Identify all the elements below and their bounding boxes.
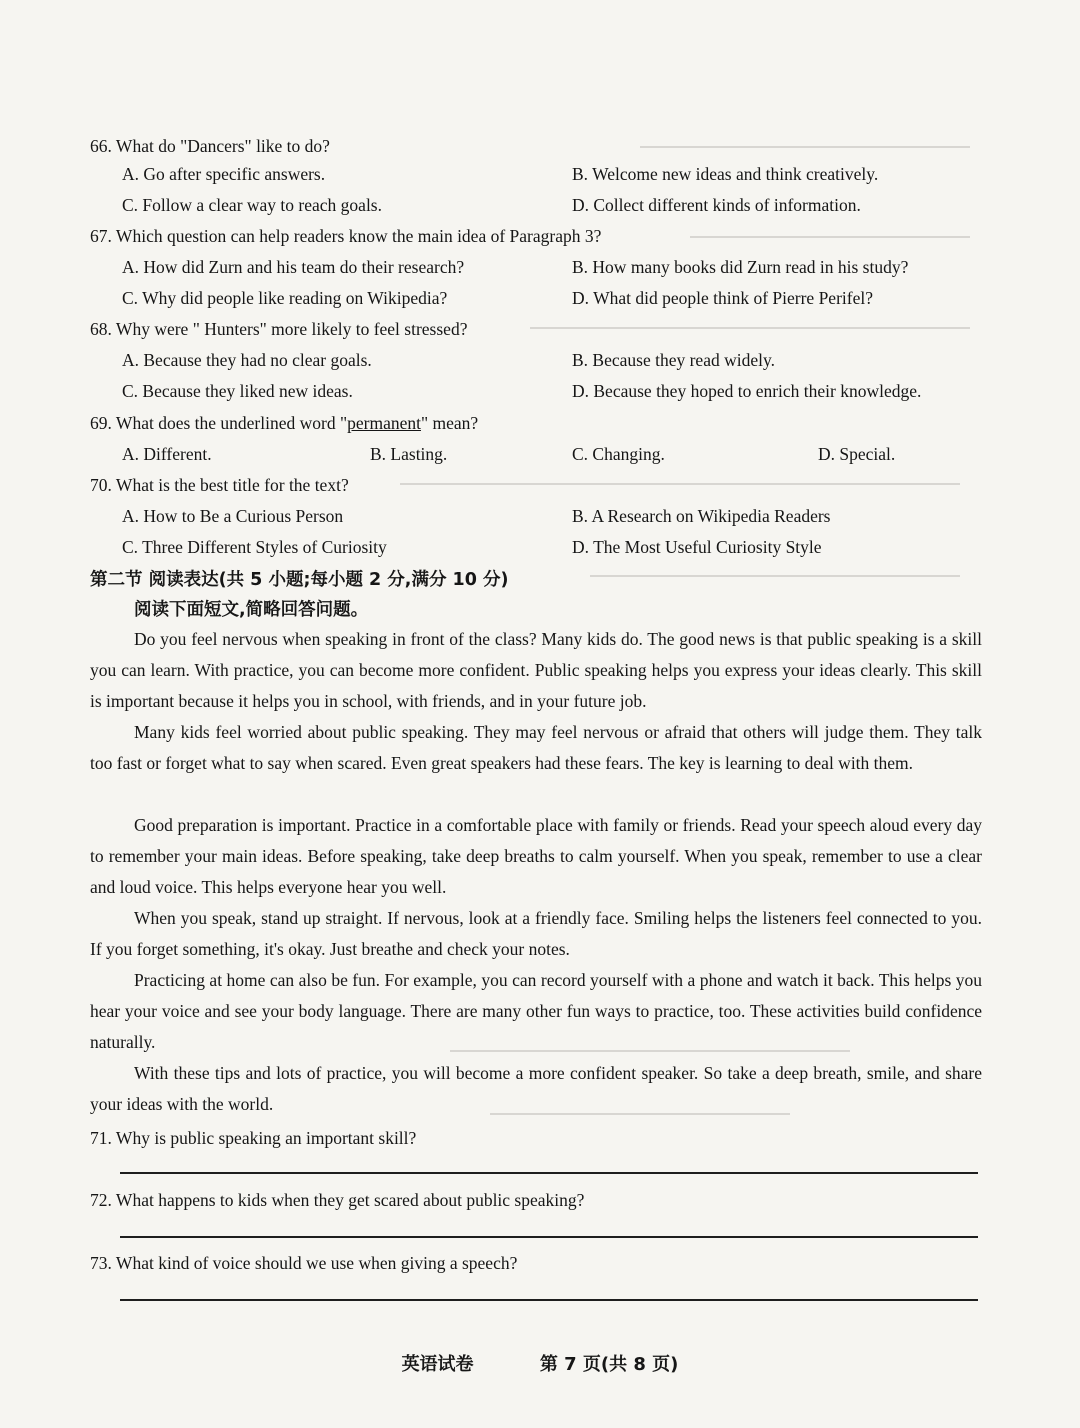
passage-paragraph-5: Practicing at home can also be fun. For example, you can record yourself with a phone and watch it back. This helps you hear your voice and see your body language. There are many other fun ways to practice, too. These activities build confidence naturally. bbox=[90, 970, 982, 1052]
question-70-stem: 70. What is the best title for the text? bbox=[90, 475, 349, 495]
scan-noise bbox=[690, 236, 970, 238]
question-68-option-a[interactable]: A. Because they had no clear goals. bbox=[122, 350, 372, 370]
question-66-option-d[interactable]: D. Collect different kinds of information. bbox=[572, 195, 861, 215]
question-73: 73. What kind of voice should we use when giving a speech? bbox=[90, 1253, 518, 1273]
scan-noise bbox=[590, 575, 960, 577]
scan-noise bbox=[490, 1113, 790, 1115]
question-67-stem: 67. Which question can help readers know the main idea of Paragraph 3? bbox=[90, 226, 602, 246]
question-72: 72. What happens to kids when they get scared about public speaking? bbox=[90, 1190, 585, 1210]
passage-paragraph-2: Many kids feel worried about public speaking. They may feel nervous or afraid that others will judge them. They talk too fast or forget what to say when scared. Even great speakers had these fears. The key is learning to deal with them. bbox=[90, 722, 982, 773]
passage-paragraph-1: Do you feel nervous when speaking in front of the class? Many kids do. The good news is that public speaking is a skill you can learn. With practice, you can become more confident. Public speaking helps you express your ideas clearly. This skill is important because it helps you in school, with friends, and in your future job. bbox=[90, 629, 982, 711]
question-69-option-a[interactable]: A. Different. bbox=[122, 444, 212, 464]
passage-paragraph-6: With these tips and lots of practice, you will become a more confident speaker. So take a deep breath, smile, and share your ideas with the world. bbox=[90, 1063, 982, 1114]
question-67-option-a[interactable]: A. How did Zurn and his team do their research? bbox=[122, 257, 465, 277]
scan-noise bbox=[450, 1050, 850, 1052]
question-69-stem: 69. What does the underlined word "permanent" mean? bbox=[90, 413, 479, 433]
question-68-option-d[interactable]: D. Because they hoped to enrich their knowledge. bbox=[572, 381, 922, 401]
question-66-option-c[interactable]: C. Follow a clear way to reach goals. bbox=[122, 195, 382, 215]
question-68-option-c[interactable]: C. Because they liked new ideas. bbox=[122, 381, 353, 401]
question-69-option-c[interactable]: C. Changing. bbox=[572, 444, 665, 464]
scan-noise bbox=[640, 146, 970, 148]
passage-paragraph-4: When you speak, stand up straight. If nervous, look at a friendly face. Smiling helps the listeners feel connected to you. If you forget something, it's okay. Just breathe and check your notes. bbox=[90, 908, 982, 959]
scan-noise bbox=[400, 483, 960, 485]
question-66-option-a[interactable]: A. Go after specific answers. bbox=[122, 164, 326, 184]
question-69-option-d[interactable]: D. Special. bbox=[818, 444, 896, 464]
question-68-stem: 68. Why were " Hunters" more likely to feel stressed? bbox=[90, 319, 468, 339]
question-70-option-d[interactable]: D. The Most Useful Curiosity Style bbox=[572, 537, 822, 557]
page-footer bbox=[0, 1350, 1080, 1376]
question-70-option-b[interactable]: B. A Research on Wikipedia Readers bbox=[572, 506, 831, 526]
question-67-option-b[interactable]: B. How many books did Zurn read in his study? bbox=[572, 257, 909, 277]
question-67-option-c[interactable]: C. Why did people like reading on Wikipedia? bbox=[122, 288, 448, 308]
underlined-word: permanent bbox=[347, 413, 421, 433]
question-71: 71. Why is public speaking an important skill? bbox=[90, 1128, 417, 1148]
footer-subject: 英语试卷 bbox=[401, 1354, 474, 1375]
footer-page-number: 第 7 页(共 8 页) bbox=[539, 1354, 679, 1375]
question-66-stem: 66. What do "Dancers" like to do? bbox=[90, 136, 330, 156]
question-68-option-b[interactable]: B. Because they read widely. bbox=[572, 350, 775, 370]
question-66-option-b[interactable]: B. Welcome new ideas and think creatively. bbox=[572, 164, 879, 184]
section-2-heading: 第二节 阅读表达(共 5 小题;每小题 2 分,满分 10 分) bbox=[90, 570, 509, 590]
question-70-option-c[interactable]: C. Three Different Styles of Curiosity bbox=[122, 537, 387, 557]
question-67-option-d[interactable]: D. What did people think of Pierre Perifel? bbox=[572, 288, 873, 308]
passage-paragraph-3: Good preparation is important. Practice in a comfortable place with family or friends. Read your speech aloud every day to remember your main ideas. Before speaking, take deep breaths to calm yourself. When you speak, remember to use a clear and loud voice. This helps everyone hear you well. bbox=[90, 815, 982, 897]
question-70-option-a[interactable]: A. How to Be a Curious Person bbox=[122, 506, 344, 526]
answer-line-71[interactable] bbox=[120, 1172, 978, 1174]
answer-line-73[interactable] bbox=[120, 1299, 978, 1301]
section-2-instruction: 阅读下面短文,简略回答问题。 bbox=[134, 600, 369, 620]
question-69-option-b[interactable]: B. Lasting. bbox=[370, 444, 448, 464]
answer-line-72[interactable] bbox=[120, 1236, 978, 1238]
scan-noise bbox=[530, 327, 970, 329]
